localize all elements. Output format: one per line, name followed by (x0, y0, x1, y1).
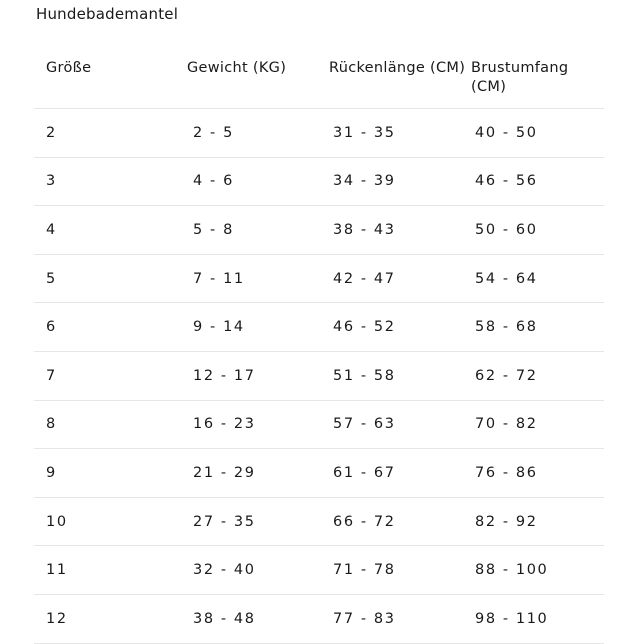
cell-back-length: 77 - 83 (333, 610, 396, 627)
cell-size: 5 (46, 270, 57, 287)
cell-weight: 21 - 29 (193, 464, 256, 481)
cell-size: 6 (46, 319, 57, 336)
table-body (34, 109, 604, 644)
cell-weight: 16 - 23 (193, 416, 256, 433)
header-back-length: Rückenlänge (CM) (329, 60, 466, 76)
cell-weight: 4 - 6 (193, 173, 234, 190)
table-row (34, 352, 604, 401)
cell-back-length: 46 - 52 (333, 319, 396, 336)
cell-back-length: 42 - 47 (333, 270, 396, 287)
cell-back-length: 66 - 72 (333, 513, 396, 530)
cell-chest-girth: 88 - 100 (475, 562, 549, 579)
table-row (34, 401, 604, 450)
cell-back-length: 38 - 43 (333, 221, 396, 238)
page-title: Hundebademantel (36, 5, 179, 23)
cell-weight: 2 - 5 (193, 124, 234, 141)
cell-size: 4 (46, 221, 57, 238)
cell-chest-girth: 58 - 68 (475, 319, 538, 336)
table-row (34, 449, 604, 498)
cell-weight: 27 - 35 (193, 513, 256, 530)
cell-size: 2 (46, 124, 57, 141)
cell-back-length: 61 - 67 (333, 464, 396, 481)
table-row (34, 255, 604, 304)
cell-chest-girth: 76 - 86 (475, 464, 538, 481)
cell-size: 7 (46, 367, 57, 384)
cell-chest-girth: 98 - 110 (475, 610, 549, 627)
header-size: Größe (46, 60, 92, 76)
cell-weight: 38 - 48 (193, 610, 256, 627)
cell-size: 10 (46, 513, 68, 530)
cell-size: 11 (46, 562, 68, 579)
cell-chest-girth: 54 - 64 (475, 270, 538, 287)
cell-weight: 7 - 11 (193, 270, 245, 287)
table-row (34, 303, 604, 352)
cell-chest-girth: 62 - 72 (475, 367, 538, 384)
table-row (34, 206, 604, 255)
header-chest-girth: Brustumfang (CM) (471, 60, 569, 95)
cell-weight: 5 - 8 (193, 221, 234, 238)
cell-back-length: 57 - 63 (333, 416, 396, 433)
table-row (34, 109, 604, 158)
header-weight: Gewicht (KG) (187, 60, 287, 76)
cell-back-length: 71 - 78 (333, 562, 396, 579)
size-table (34, 56, 604, 644)
cell-back-length: 31 - 35 (333, 124, 396, 141)
cell-weight: 32 - 40 (193, 562, 256, 579)
cell-chest-girth: 70 - 82 (475, 416, 538, 433)
cell-back-length: 51 - 58 (333, 367, 396, 384)
cell-back-length: 34 - 39 (333, 173, 396, 190)
cell-weight: 12 - 17 (193, 367, 256, 384)
cell-weight: 9 - 14 (193, 319, 245, 336)
table-row (34, 595, 604, 644)
cell-chest-girth: 82 - 92 (475, 513, 538, 530)
cell-size: 3 (46, 173, 57, 190)
cell-size: 9 (46, 464, 57, 481)
cell-chest-girth: 50 - 60 (475, 221, 538, 238)
table-row (34, 498, 604, 547)
table-row (34, 546, 604, 595)
cell-chest-girth: 40 - 50 (475, 124, 538, 141)
cell-chest-girth: 46 - 56 (475, 173, 538, 190)
cell-size: 12 (46, 610, 68, 627)
cell-size: 8 (46, 416, 57, 433)
table-header (34, 56, 604, 109)
table-row (34, 158, 604, 207)
